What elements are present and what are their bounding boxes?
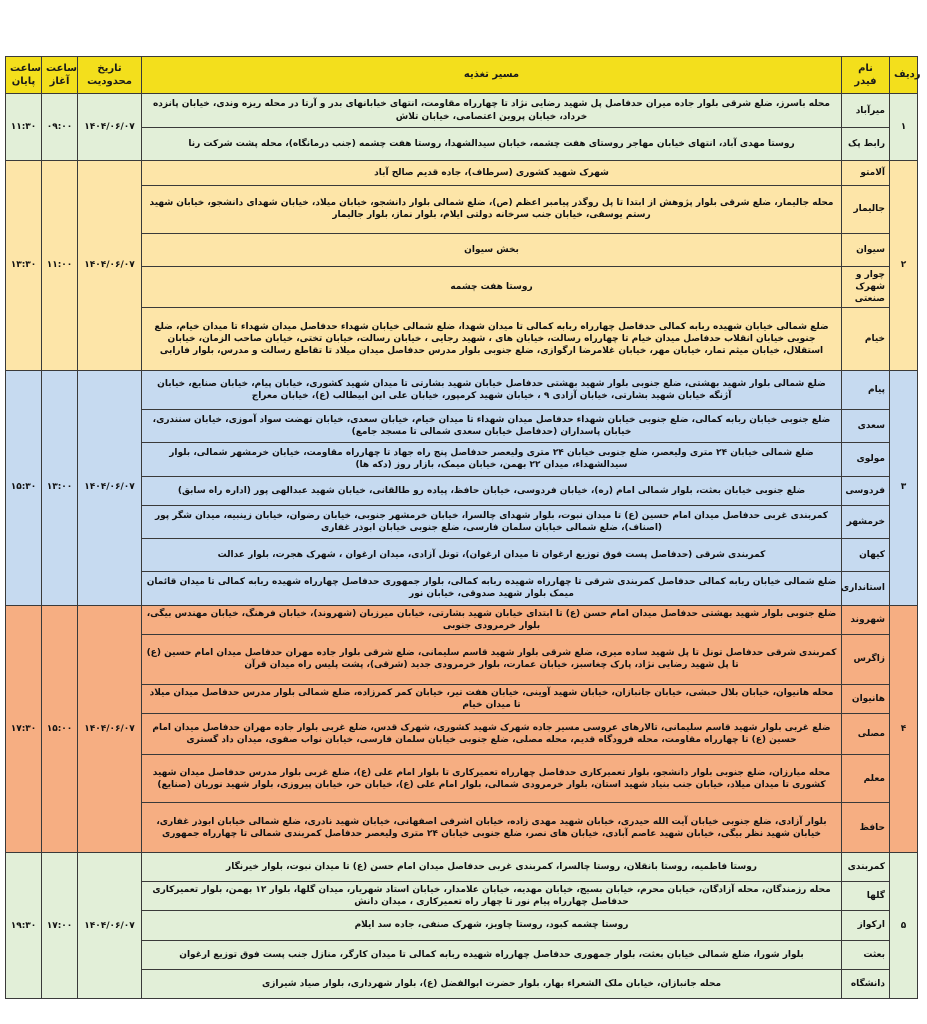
route-cell: ضلع جنوبی خیابان ربابه کمالی، ضلع جنوبی خیابان شهداء حدفاصل میدان شهداء تا میدان خیام، خیابان سعدی، خیابان نهضت سواد آموزی، خیابان سنندری، خیابان پاسداران (حدفاصل خیابان سعدی شمالی تا مسجد جامع) [142, 410, 842, 443]
header-start-time: ساعت آغاز [42, 57, 78, 94]
table-row [6, 410, 918, 443]
feeder-name-cell: شهروند [842, 605, 890, 634]
route-cell: روستا مهدی آباد، انتهای خیابان مهاجر روستای هفت چشمه، خیابان سیدالشهدا، روستا هفت چشمه (جنب درمانگاه)، محله پشت شرکت رنا [142, 127, 842, 160]
table-row [6, 969, 918, 998]
table-row [6, 233, 918, 266]
table-row [6, 161, 918, 186]
table-row [6, 476, 918, 505]
table-row [6, 443, 918, 476]
row-number-cell: ۲ [890, 161, 918, 371]
table-row [6, 684, 918, 713]
end-time-cell: ۱۳:۳۰ [6, 161, 42, 371]
table-row [6, 853, 918, 882]
end-time-cell: ۱۹:۳۰ [6, 853, 42, 999]
start-time-cell: ۱۳:۰۰ [42, 370, 78, 605]
feeder-name-cell: سیوان [842, 233, 890, 266]
date-cell: ۱۴۰۴/۰۶/۰۷ [78, 605, 142, 853]
route-cell: بلوار شورا، ضلع شمالی خیابان بعثت، بلوار جمهوری حدفاصل چهارراه شهیده ربابه کمالی تا میدان کارگر، منازل جنب پست فوق توزیع ارغوان [142, 940, 842, 969]
feeder-name-cell: فردوسی [842, 476, 890, 505]
table-row [6, 308, 918, 370]
feeder-name-cell: آلامتو [842, 161, 890, 186]
feeder-name-cell: بعثت [842, 940, 890, 969]
feeder-name-cell: خرمشهر [842, 505, 890, 538]
route-cell: محله باسرز، ضلع شرقی بلوار جاده میران حدفاصل پل شهید رضایی نژاد تا چهارراه مقاومت، انتهای خیابانهای بدر و آرتا در محله ریزه وندی، خیابان پانزده خرداد، خیابان پروین اعتصامی، خیابان تلاش [142, 94, 842, 127]
table-row [6, 539, 918, 572]
feeder-name-cell: زاگرس [842, 634, 890, 684]
table-row [6, 605, 918, 634]
feeder-name-cell: جالیمار [842, 185, 890, 233]
route-cell: ضلع شمالی خیابان ربابه کمالی حدفاصل کمربندی شرقی تا چهارراه شهیده ربابه کمالی، بلوار جمهوری حدفاصل چهارراه شهیده ربابه کمالی تا میدان قائمان میمک بلوار شهید صدوقی، خیابان نور [142, 572, 842, 605]
table-row [6, 755, 918, 803]
feeder-name-cell: دانشگاه [842, 969, 890, 998]
feeder-name-cell: مصلی [842, 713, 890, 755]
table-row [6, 185, 918, 233]
table-row [6, 940, 918, 969]
route-cell: ضلع جنوبی خیابان بعثت، بلوار شمالی امام (ره)، خیابان فردوسی، خیابان حافظ، پیاده رو طالقانی، خیابان شهید عبدالهی پور (اداره راه سابق) [142, 476, 842, 505]
feeder-name-cell: رابط پک [842, 127, 890, 160]
date-cell: ۱۴۰۴/۰۶/۰۷ [78, 370, 142, 605]
header-route: مسیر تغذیه [142, 57, 842, 94]
feeder-name-cell: ارکواز [842, 911, 890, 940]
start-time-cell: ۰۹:۰۰ [42, 94, 78, 161]
feeder-name-cell: کیهان [842, 539, 890, 572]
route-cell: محله جالیمار، ضلع شرقی بلوار پژوهش از ابتدا تا پل روگذر پیامبر اعظم (ص)، ضلع شمالی بلوار دانشجو، خیابان میلاد، خیابان شهدای دانشجو، خیابان شهید رستم یوسفی، خیابان جنب سرخانه دولتی ایلام، بلوار نماز، بلوار جالیمار [142, 185, 842, 233]
route-cell: بلوار آزادی، ضلع جنوبی خیابان آیت الله حیدری، خیابان شهید مهدی زاده، خیابان اشرفی اصفهانی، خیابان شهید نادری، ضلع شمالی خیابان ابوذر غفاری، خیابان شهید نظر بیگی، خیابان شهید عاصم آبادی، خیابان های نصر، ضلع جنوبی خیابان ۲۴ متری ولیعصر حدفاصل کمربندی شمالی تا چهارراه جمهوری [142, 803, 842, 853]
feeder-name-cell: چوار و شهرک صنعتی [842, 267, 890, 308]
feeder-name-cell: استانداری [842, 572, 890, 605]
route-cell: شهرک شهید کشوری (سرطاف)، جاده قدیم صالح آباد [142, 161, 842, 186]
date-cell: ۱۴۰۴/۰۶/۰۷ [78, 94, 142, 161]
date-cell: ۱۴۰۴/۰۶/۰۷ [78, 853, 142, 999]
route-cell: روستا چشمه کبود، روستا چاویز، شهرک صنفی، جاده سد ایلام [142, 911, 842, 940]
route-cell: کمربندی غربی حدفاصل میدان امام حسین (ع) تا میدان نبوت، بلوار شهدای چالسرا، خیابان خرمشهر جنوبی، خیابان رضوان، خیابان زینبیه، میدان شگر پور (اصناف)، ضلع شمالی خیابان سلمان فارسی، ضلع جنوبی خیابان ابوذر غفاری [142, 505, 842, 538]
route-cell: کمربندی شرقی حدفاصل تونل تا پل شهید ساده میری، ضلع شرقی بلوار شهید قاسم سلیمانی، ضلع شرقی بلوار جاده مهران حدفاصل میدان امام حسین (ع) تا پل شهید رضایی نژاد، پارک چغاسبز، خیابان عمارت، بلوار خرمرودی جدید (شرقی)، پشت پلیس راه میدان قرآن [142, 634, 842, 684]
route-cell: محله میارزان، ضلع جنوبی بلوار دانشجو، بلوار تعمیرکاری حدفاصل چهارراه تعمیرکاری تا بلوار امام علی (ع)، ضلع غربی بلوار مدرس حدفاصل میدان شهید کشوری تا میدان میلاد، خیابان جنب بنیاد شهید استان، بلوار خرمرودی شمالی، بلوار امام علی (ع)، خیابان حر، خیابان پیروزی، بلوار شهید نوریان (صنایع) [142, 755, 842, 803]
route-cell: ضلع شمالی خیابان ۲۴ متری ولیعصر، ضلع جنوبی خیابان ۲۴ متری ولیعصر حدفاصل پنج راه جهاد تا چهارراه مقاومت، خیابان خرمشهر شمالی، بلوار سیدالشهداء، میدان ۲۲ بهمن، خیابان میمک، بازار روز (دکه ها) [142, 443, 842, 476]
start-time-cell: ۱۵:۰۰ [42, 605, 78, 853]
route-cell: روستا فاطمیه، روستا بانقلان، روستا چالسرا، کمربندی غربی حدفاصل میدان امام حسن (ع) تا میدان نبوت، بلوار خیرنگار [142, 853, 842, 882]
route-cell: محله جانبازان، خیابان ملک الشعراء بهار، بلوار حضرت ابوالفضل (ع)، بلوار شهرداری، بلوار صیاد شیرازی [142, 969, 842, 998]
table-row [6, 713, 918, 755]
feeder-name-cell: حافظ [842, 803, 890, 853]
feeder-name-cell: خیام [842, 308, 890, 370]
row-number-cell: ۳ [890, 370, 918, 605]
table-row [6, 882, 918, 911]
start-time-cell: ۱۱:۰۰ [42, 161, 78, 371]
table-row [6, 127, 918, 160]
feeder-name-cell: سعدی [842, 410, 890, 443]
table-row [6, 803, 918, 853]
feeder-name-cell: میرآباد [842, 94, 890, 127]
route-cell: ضلع شمالی خیابان شهیده ربابه کمالی حدفاصل چهارراه ربابه کمالی تا میدان شهدا، ضلع شمالی خیابان شهداء حدفاصل میدان شهداء تا میدان خیام، ضلع جنوبی خیابان انقلاب حدفاصل میدان خیام تا چهارراه رسالت، خیابان های ، شهید رجایی ، خیابان رسالت، خیابان تختی، خیابان صاحب الزمان، خیابان استقلال، خیابان میثم تمار، خیابان مهر، خیابان غلامرضا ارگوازی، ضلع جنوبی بلوار مدرس حدفاصل میدان میلاد تا تقاطع رسالت و مدرس، بلوار فارابی [142, 308, 842, 370]
row-number-cell: ۱ [890, 94, 918, 161]
header-row-number: ردیف [890, 57, 918, 94]
table-row [6, 634, 918, 684]
header-date: تاریخ محدودیت [78, 57, 142, 94]
route-cell: بخش سیوان [142, 233, 842, 266]
route-cell: کمربندی شرقی (حدفاصل پست فوق توزیع ارغوان تا میدان ارغوان)، تونل آزادی، میدان ارغوان ، شهرک هجرت، بلوار عدالت [142, 539, 842, 572]
route-cell: ضلع شمالی بلوار شهید بهشتی، ضلع جنوبی بلوار شهید بهشتی حدفاصل خیابان شهید بشارتی تا میدان شهید کشوری، خیابان پیام، خیابان صنایع، خیابان آژنگه خیابان شهید بشارتی، خیابان آزادی ۹ ، خیابان شهید کرمپور، خیابان علی ابن ابیطالب (ع)، خیابان معراج [142, 370, 842, 410]
route-cell: ضلع جنوبی بلوار شهید بهشتی حدفاصل میدان امام حسن (ع) تا ابتدای خیابان شهید بشارتی، خیابان میرزبان (شهروند)، خیابان فرهنگ، خیابان مهندس بیگی، بلوار خرمرودی جنوبی [142, 605, 842, 634]
start-time-cell: ۱۷:۰۰ [42, 853, 78, 999]
feeder-name-cell: گلها [842, 882, 890, 911]
end-time-cell: ۱۵:۳۰ [6, 370, 42, 605]
route-cell: ضلع غربی بلوار شهید قاسم سلیمانی، تالارهای عروسی مسیر جاده شهرک شهید کشوری، شهرک قدس، ضلع غربی بلوار جاده مهران حدفاصل میدان امام حسین (ع) تا چهارراه مقاومت، محله فرودگاه قدیم، محله مصلی، ضلع جنوبی خیابان سلمان فارسی، خیابان نواب صفوی، میدان داد گستری [142, 713, 842, 755]
feeder-name-cell: معلم [842, 755, 890, 803]
table-row [6, 572, 918, 605]
header-end-time: ساعت پایان [6, 57, 42, 94]
route-cell: روستا هفت چشمه [142, 267, 842, 308]
power-outage-schedule-table [5, 56, 921, 999]
row-number-cell: ۵ [890, 853, 918, 999]
end-time-cell: ۱۷:۳۰ [6, 605, 42, 853]
table-row [6, 267, 918, 308]
feeder-name-cell: مولوی [842, 443, 890, 476]
row-number-cell: ۴ [890, 605, 918, 853]
feeder-name-cell: کمربندی [842, 853, 890, 882]
table-row [6, 370, 918, 410]
table-row [6, 911, 918, 940]
route-cell: محله هانیوان، خیابان بلال حبشی، خیابان جانبازان، خیابان شهید آوینی، خیابان هفت تیر، خیابان کمر کمرزاده، ضلع شمالی بلوار مدرس حدفاصل میدان میلاد تا میدان خیام [142, 684, 842, 713]
feeder-name-cell: هانیوان [842, 684, 890, 713]
end-time-cell: ۱۱:۳۰ [6, 94, 42, 161]
header-row [6, 57, 918, 94]
header-feeder: نام فیدر [842, 57, 890, 94]
table-row [6, 505, 918, 538]
date-cell: ۱۴۰۴/۰۶/۰۷ [78, 161, 142, 371]
feeder-name-cell: پیام [842, 370, 890, 410]
route-cell: محله رزمندگان، محله آزادگان، خیابان محرم، خیابان بسیج، خیابان مهدیه، خیابان علامدار، خیابان استاد شهریار، میدان گلها، بلوار ۱۲ بهمن، بلوار تعمیرکاری حدفاصل چهارراه پیام نور تا چهار راه تعمیرکاری ، میدان دانش [142, 882, 842, 911]
table-row [6, 94, 918, 127]
